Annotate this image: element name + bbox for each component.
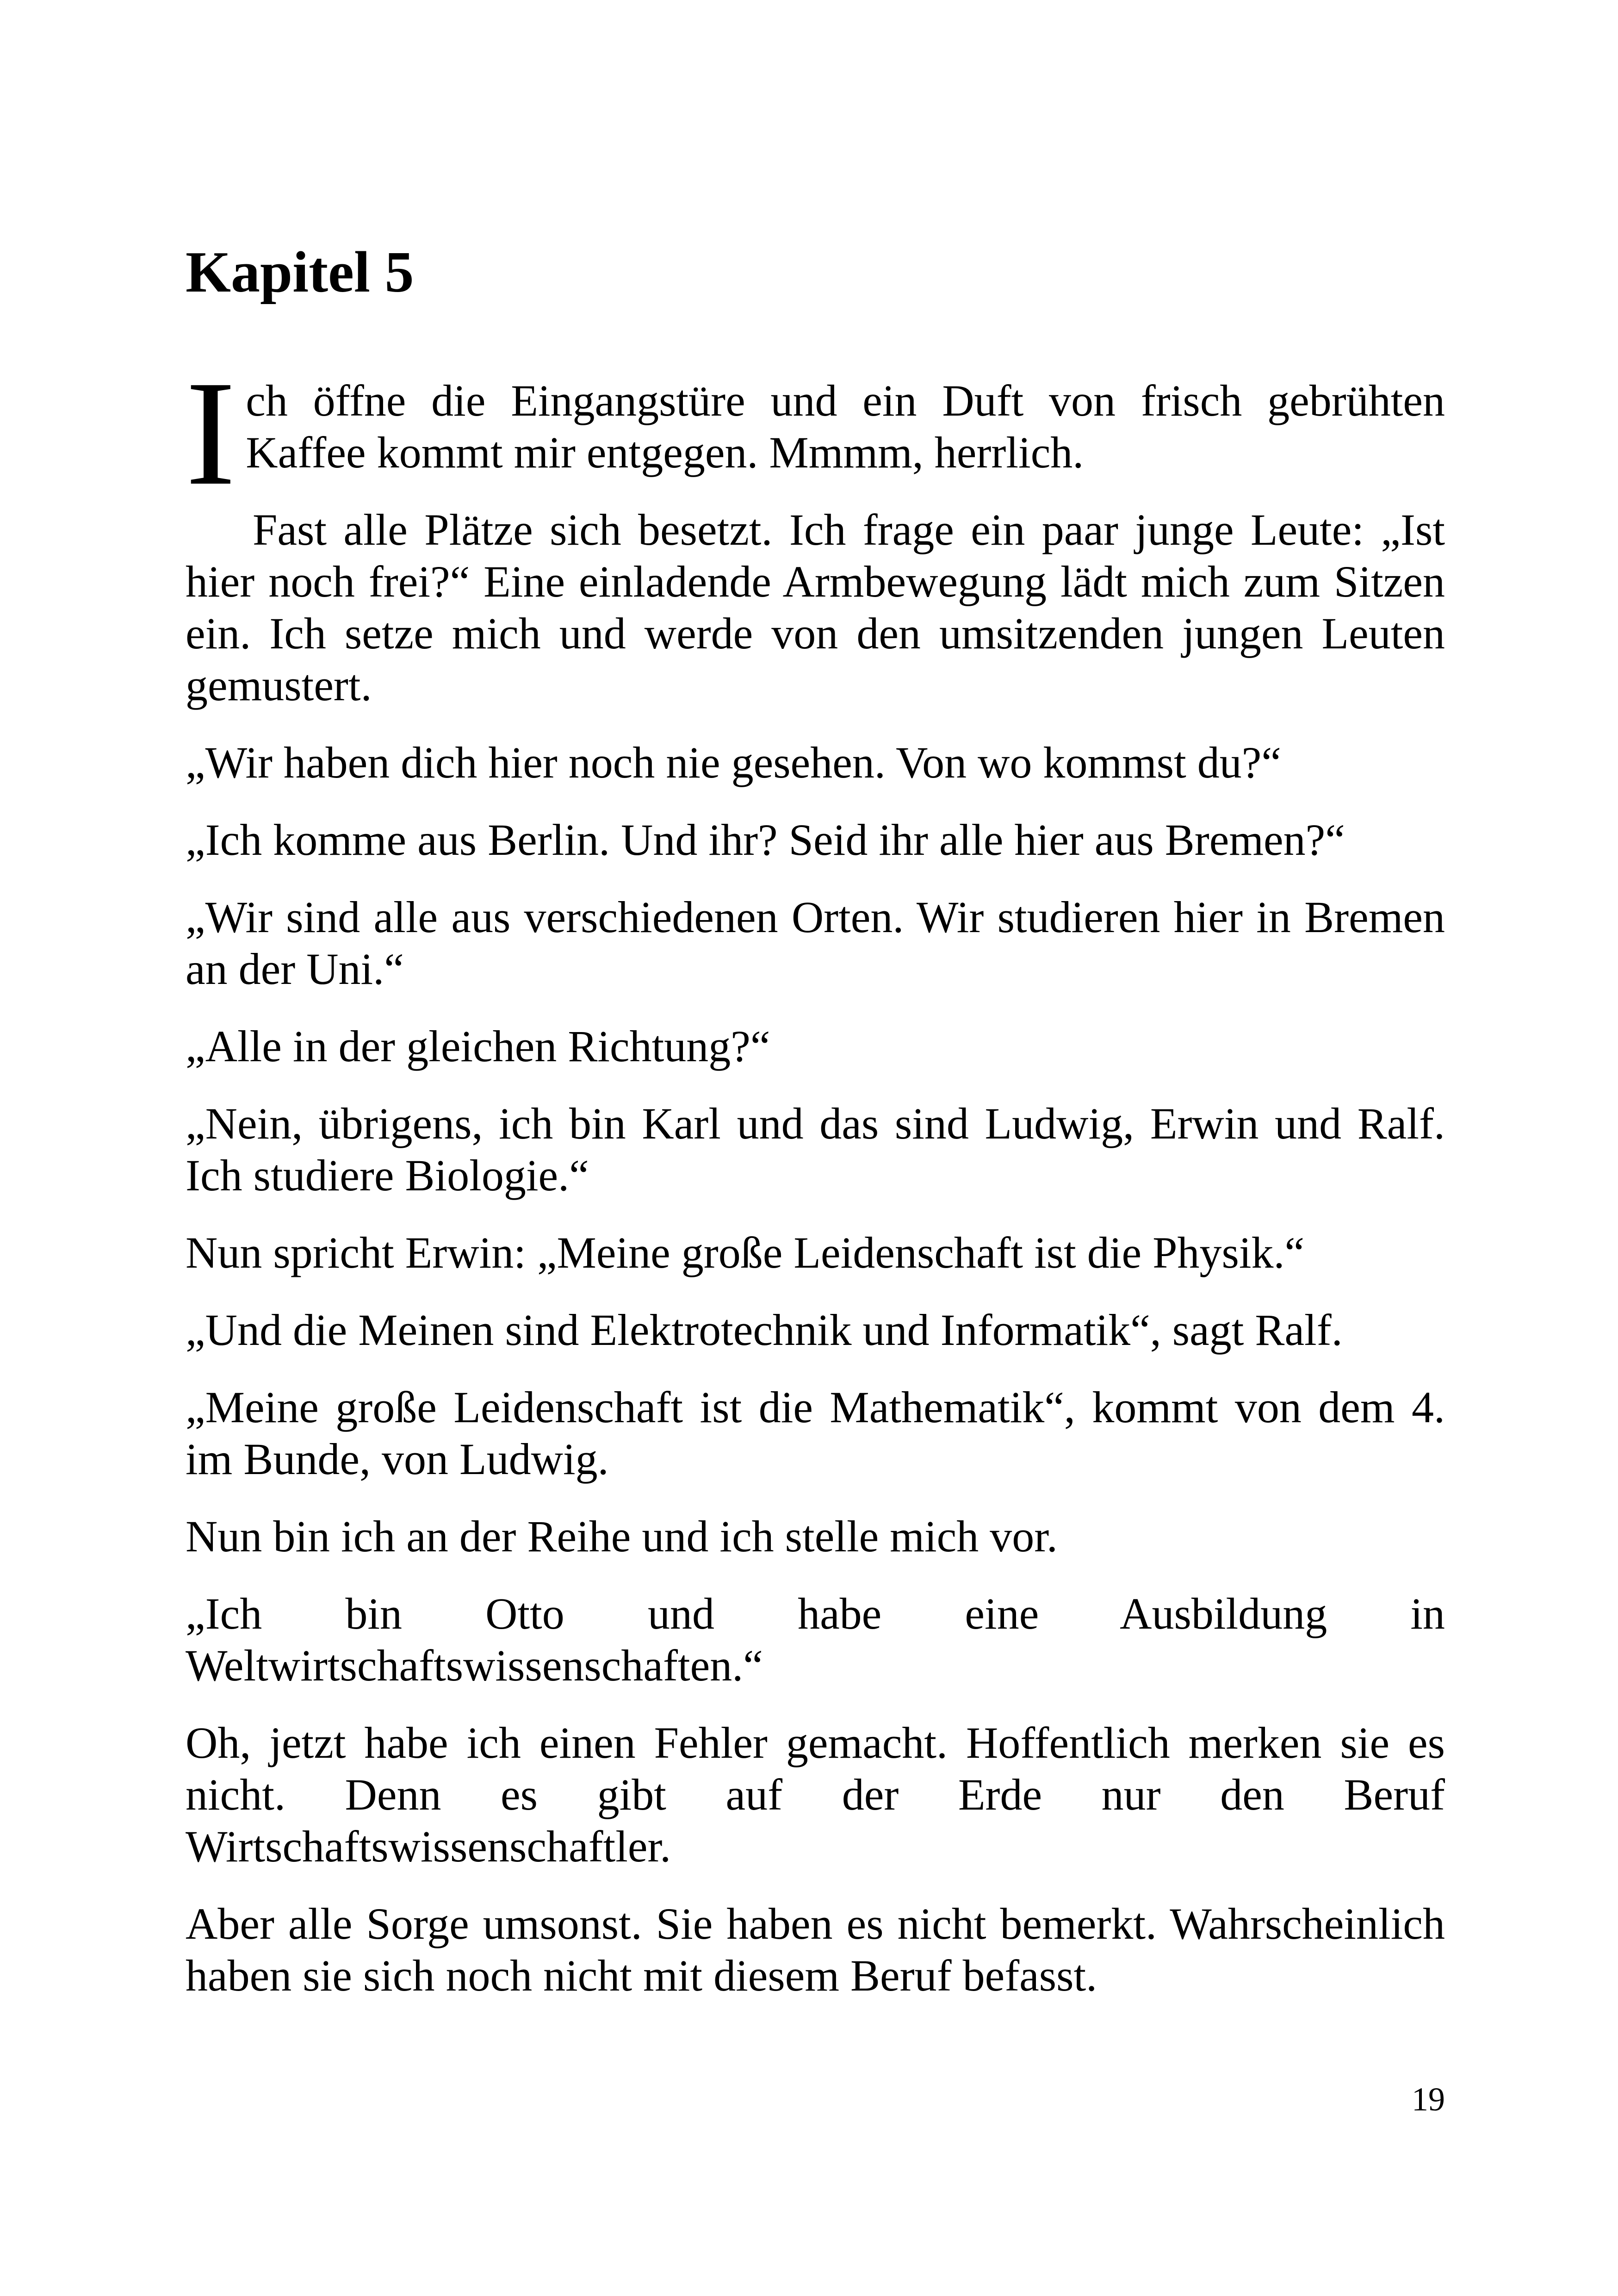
drop-cap: I bbox=[186, 350, 236, 516]
paragraph: Fast alle Plätze sich besetzt. Ich frage ein paar junge Leute: „Ist hier noch frei?“ Eine einladende Armbewegung lädt mich zum Sitzen ein. Ich setze mich und werde von den umsitzenden jungen Leuten gemustert. bbox=[186, 505, 1445, 710]
paragraph: Nun spricht Erwin: „Meine große Leidenschaft ist die Physik.“ bbox=[186, 1228, 1305, 1277]
page-number: 19 bbox=[1412, 2081, 1445, 2118]
paragraph: „Und die Meinen sind Elektrotechnik und Informatik“, sagt Ralf. bbox=[186, 1305, 1343, 1355]
opening-paragraph-text: ch öffne die Eingangstüre und ein Duft von frisch gebrühten Kaffee kommt mir entgegen. Mmmm, herrlich. bbox=[246, 376, 1445, 477]
paragraph: „Ich komme aus Berlin. Und ihr? Seid ihr alle hier aus Bremen?“ bbox=[186, 815, 1345, 865]
paragraph: „Ich bin Otto und habe eine Ausbildung in Weltwirtschaftswissenschaften.“ bbox=[186, 1589, 1445, 1690]
paragraph: „Wir haben dich hier noch nie gesehen. Von wo kommst du?“ bbox=[186, 738, 1281, 787]
paragraph: „Alle in der gleichen Richtung?“ bbox=[186, 1021, 770, 1071]
paragraph: Aber alle Sorge umsonst. Sie haben es nicht bemerkt. Wahrscheinlich haben sie sich noch nicht mit diesem Beruf befasst. bbox=[186, 1899, 1445, 2000]
chapter-body bbox=[186, 350, 1445, 2027]
paragraph: „Meine große Leidenschaft ist die Mathematik“, kommt von dem 4. im Bunde, von Ludwig. bbox=[186, 1382, 1445, 1484]
book-page bbox=[186, 0, 1445, 2296]
opening-paragraph bbox=[186, 350, 1445, 516]
paragraph: „Wir sind alle aus verschiedenen Orten. Wir studieren hier in Bremen an der Uni.“ bbox=[186, 892, 1445, 994]
paragraph: Nun bin ich an der Reihe und ich stelle mich vor. bbox=[186, 1512, 1058, 1561]
chapter-title: Kapitel 5 bbox=[186, 240, 414, 305]
paragraph: Oh, jetzt habe ich einen Fehler gemacht. Hoffentlich merken sie es nicht. Denn es gibt auf der Erde nur den Beruf Wirtschaftswissenschaftler. bbox=[186, 1718, 1445, 1871]
paragraph: „Nein, übrigens, ich bin Karl und das sind Ludwig, Erwin und Ralf. Ich studiere Biologie.“ bbox=[186, 1099, 1445, 1200]
